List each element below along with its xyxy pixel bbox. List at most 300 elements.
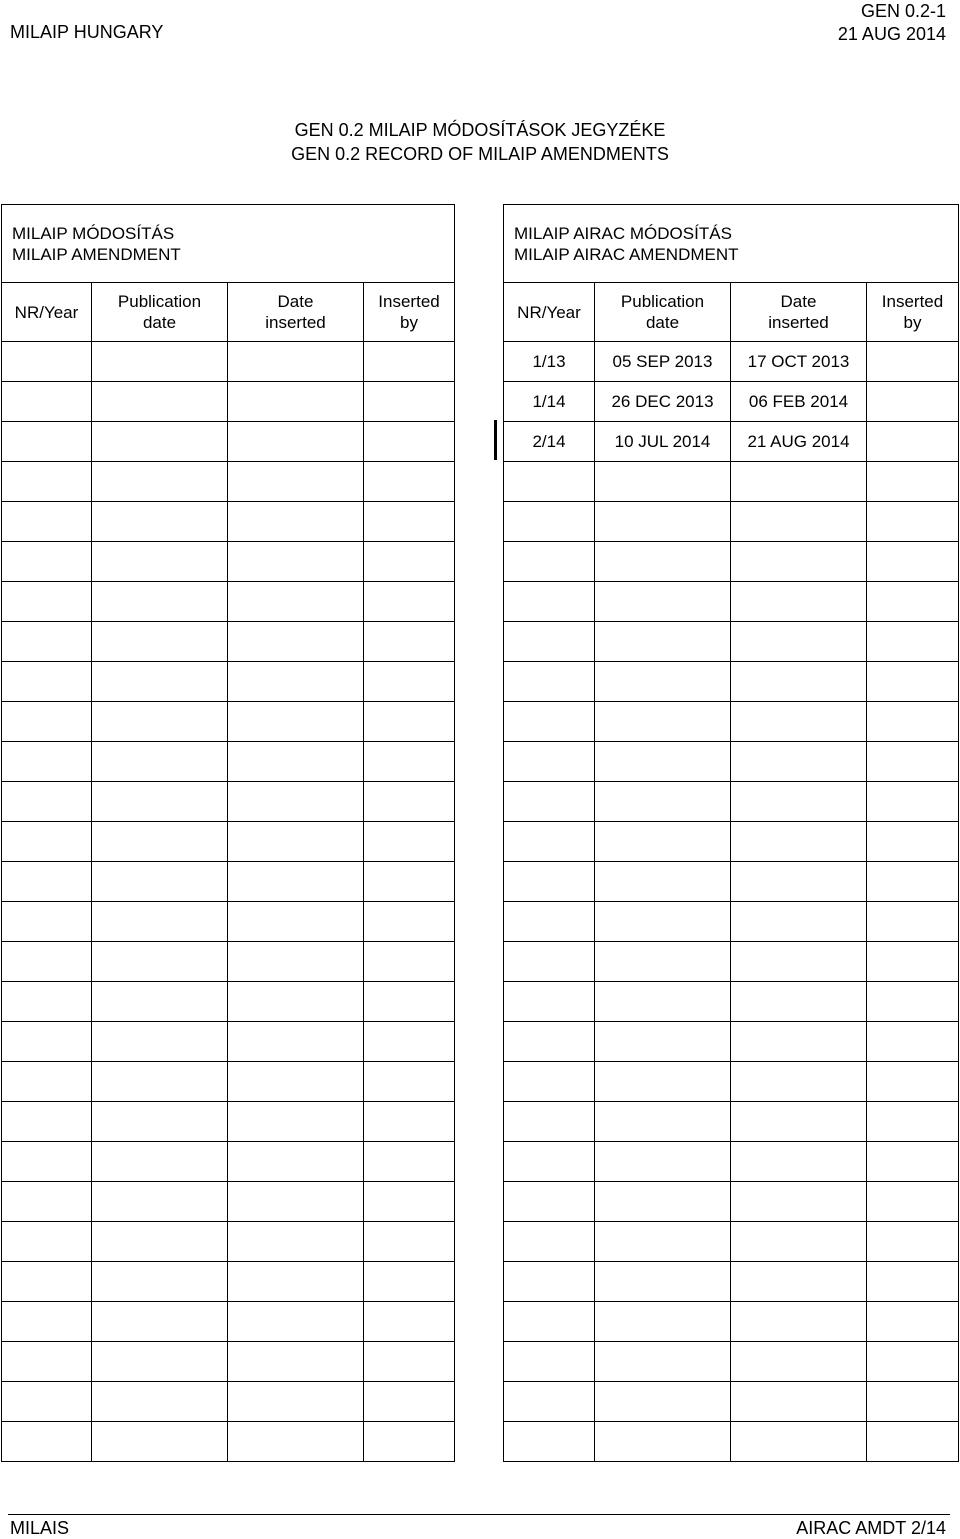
table-row: [2, 982, 455, 1022]
title-english: GEN 0.2 RECORD OF MILAIP AMENDMENTS: [291, 144, 669, 164]
table-row: [504, 942, 959, 982]
cell-date-inserted: 06 FEB 2014: [731, 382, 867, 422]
cell-inserted-by: [867, 1302, 959, 1342]
table-row: [2, 1142, 455, 1182]
cell-inserted-by: [867, 702, 959, 742]
cell-nr-year: [2, 982, 92, 1022]
cell-publication-date: [595, 902, 731, 942]
cell-date-inserted: [731, 582, 867, 622]
cell-nr-year: [504, 662, 595, 702]
change-bar-indicator: [494, 420, 497, 460]
cell-publication-date: [595, 1022, 731, 1062]
cell-inserted-by: [867, 1422, 959, 1462]
cell-date-inserted: [731, 1302, 867, 1342]
cell-inserted-by: [364, 1182, 455, 1222]
cell-nr-year: [504, 1062, 595, 1102]
cell-inserted-by: [364, 1062, 455, 1102]
cell-publication-date: [92, 502, 228, 542]
cell-nr-year: [504, 622, 595, 662]
cell-date-inserted: [228, 1102, 364, 1142]
cell-publication-date: [595, 1102, 731, 1142]
cell-publication-date: [595, 502, 731, 542]
cell-date-inserted: [228, 702, 364, 742]
table-row: [2, 502, 455, 542]
table-row: [2, 1062, 455, 1102]
milaip-airac-amendment-table: [503, 204, 959, 1462]
cell-nr-year: [2, 622, 92, 662]
footer-left: MILAIS: [10, 1518, 70, 1538]
cell-nr-year: [504, 902, 595, 942]
cell-nr-year: [2, 1102, 92, 1142]
cell-date-inserted: [228, 502, 364, 542]
cell-nr-year: [2, 862, 92, 902]
cell-date-inserted: [228, 662, 364, 702]
cell-publication-date: [92, 382, 228, 422]
table-row: [2, 1342, 455, 1382]
table-row: [504, 862, 959, 902]
table-row: [504, 1422, 959, 1462]
cell-inserted-by: [867, 542, 959, 582]
cell-inserted-by: [364, 622, 455, 662]
table-row: [504, 502, 959, 542]
cell-publication-date: [92, 662, 228, 702]
cell-publication-date: [92, 422, 228, 462]
table-section-title: [2, 205, 455, 283]
table-row: [2, 342, 455, 382]
cell-date-inserted: [228, 782, 364, 822]
cell-inserted-by: [867, 582, 959, 622]
cell-inserted-by: [364, 1262, 455, 1302]
cell-inserted-by: [364, 462, 455, 502]
cell-nr-year: [2, 902, 92, 942]
cell-inserted-by: [364, 502, 455, 542]
cell-inserted-by: [364, 1222, 455, 1262]
cell-publication-date: [92, 1262, 228, 1302]
table-row: [2, 1302, 455, 1342]
table-row: [504, 462, 959, 502]
table-row: [2, 902, 455, 942]
table-row: [2, 862, 455, 902]
cell-date-inserted: [731, 1262, 867, 1302]
table-row: [504, 582, 959, 622]
cell-publication-date: [92, 982, 228, 1022]
cell-nr-year: 2/14: [504, 422, 595, 462]
cell-publication-date: [595, 1342, 731, 1382]
cell-nr-year: [2, 1222, 92, 1262]
cell-publication-date: 26 DEC 2013: [595, 382, 731, 422]
cell-nr-year: [2, 1342, 92, 1382]
cell-publication-date: [92, 742, 228, 782]
table-row: [504, 1062, 959, 1102]
cell-inserted-by: [364, 862, 455, 902]
table-row: [504, 702, 959, 742]
cell-inserted-by: [867, 1182, 959, 1222]
cell-publication-date: [92, 462, 228, 502]
cell-nr-year: [2, 822, 92, 862]
table-row: [504, 902, 959, 942]
section-title-hungarian: MILAIP AIRAC MÓDOSÍTÁS: [514, 223, 732, 243]
cell-date-inserted: [731, 1102, 867, 1142]
cell-date-inserted: [731, 742, 867, 782]
cell-publication-date: [92, 1062, 228, 1102]
cell-nr-year: [504, 1302, 595, 1342]
table-row: [2, 582, 455, 622]
table-row: [504, 382, 959, 422]
table-row: [2, 942, 455, 982]
table-row: [2, 1222, 455, 1262]
cell-publication-date: [92, 622, 228, 662]
cell-inserted-by: [364, 342, 455, 382]
cell-inserted-by: [364, 662, 455, 702]
page-title: [0, 118, 960, 166]
milaip-amendment-table: [1, 204, 455, 1462]
cell-publication-date: [595, 1062, 731, 1102]
cell-date-inserted: [731, 982, 867, 1022]
cell-date-inserted: [228, 1302, 364, 1342]
cell-nr-year: 1/14: [504, 382, 595, 422]
cell-nr-year: [2, 662, 92, 702]
cell-nr-year: [2, 1422, 92, 1462]
cell-date-inserted: [228, 1382, 364, 1422]
cell-publication-date: [595, 942, 731, 982]
cell-inserted-by: [364, 822, 455, 862]
table-row: [2, 462, 455, 502]
cell-publication-date: [595, 1422, 731, 1462]
cell-date-inserted: [731, 662, 867, 702]
cell-nr-year: [504, 942, 595, 982]
cell-nr-year: [504, 1222, 595, 1262]
cell-publication-date: [92, 342, 228, 382]
table-row: [2, 782, 455, 822]
cell-inserted-by: [867, 462, 959, 502]
cell-nr-year: [504, 502, 595, 542]
column-header-nr-year: NR/Year: [504, 283, 595, 342]
cell-nr-year: [2, 542, 92, 582]
cell-inserted-by: [364, 942, 455, 982]
cell-date-inserted: [228, 1182, 364, 1222]
cell-inserted-by: [867, 1022, 959, 1062]
cell-inserted-by: [364, 1142, 455, 1182]
cell-publication-date: [92, 862, 228, 902]
table-row: [504, 1182, 959, 1222]
cell-date-inserted: [228, 342, 364, 382]
cell-inserted-by: [364, 702, 455, 742]
cell-date-inserted: [731, 542, 867, 582]
cell-date-inserted: [228, 862, 364, 902]
cell-date-inserted: [731, 902, 867, 942]
cell-date-inserted: [228, 1422, 364, 1462]
cell-date-inserted: [228, 542, 364, 582]
cell-inserted-by: [867, 982, 959, 1022]
cell-inserted-by: [867, 942, 959, 982]
table-row: [504, 1022, 959, 1062]
cell-inserted-by: [364, 742, 455, 782]
cell-publication-date: [92, 1382, 228, 1422]
cell-nr-year: [504, 1182, 595, 1222]
cell-publication-date: [92, 1302, 228, 1342]
table-row: [504, 822, 959, 862]
table-row: [504, 1102, 959, 1142]
cell-date-inserted: [228, 902, 364, 942]
cell-publication-date: [595, 662, 731, 702]
section-title-english: MILAIP AMENDMENT: [12, 244, 181, 264]
cell-inserted-by: [867, 742, 959, 782]
cell-date-inserted: [731, 462, 867, 502]
cell-nr-year: [2, 742, 92, 782]
footer-divider: [8, 1514, 950, 1515]
cell-nr-year: [504, 582, 595, 622]
column-header-nr-year: NR/Year: [2, 283, 92, 342]
cell-nr-year: [504, 1102, 595, 1142]
table-row: [504, 422, 959, 462]
cell-publication-date: [595, 1142, 731, 1182]
cell-inserted-by: [364, 1102, 455, 1142]
table-row: [2, 742, 455, 782]
cell-inserted-by: [364, 1422, 455, 1462]
cell-inserted-by: [867, 782, 959, 822]
cell-nr-year: [504, 1022, 595, 1062]
table-row: [2, 1422, 455, 1462]
cell-publication-date: [92, 1422, 228, 1462]
cell-publication-date: [595, 822, 731, 862]
cell-nr-year: [504, 862, 595, 902]
cell-nr-year: [2, 782, 92, 822]
table-row: [2, 662, 455, 702]
cell-inserted-by: [364, 982, 455, 1022]
cell-date-inserted: 21 AUG 2014: [731, 422, 867, 462]
cell-publication-date: 05 SEP 2013: [595, 342, 731, 382]
cell-inserted-by: [364, 1382, 455, 1422]
table-row: [2, 1102, 455, 1142]
table-row: [2, 622, 455, 662]
cell-date-inserted: [731, 1142, 867, 1182]
cell-publication-date: [595, 1262, 731, 1302]
cell-date-inserted: [228, 1342, 364, 1382]
cell-publication-date: [92, 542, 228, 582]
cell-inserted-by: [364, 902, 455, 942]
cell-date-inserted: [228, 742, 364, 782]
table-row: [504, 782, 959, 822]
header-right: [838, 0, 946, 46]
cell-inserted-by: [867, 1342, 959, 1382]
cell-inserted-by: [867, 1062, 959, 1102]
cell-inserted-by: [867, 422, 959, 462]
table-row: [504, 1302, 959, 1342]
cell-publication-date: [595, 742, 731, 782]
cell-nr-year: [504, 822, 595, 862]
cell-date-inserted: [228, 462, 364, 502]
cell-publication-date: [595, 582, 731, 622]
cell-nr-year: [2, 1382, 92, 1422]
cell-nr-year: [2, 1062, 92, 1102]
cell-date-inserted: [731, 822, 867, 862]
cell-nr-year: [2, 1142, 92, 1182]
cell-nr-year: [504, 1142, 595, 1182]
cell-date-inserted: [228, 1062, 364, 1102]
cell-nr-year: [2, 1182, 92, 1222]
cell-publication-date: [595, 1222, 731, 1262]
cell-date-inserted: [228, 822, 364, 862]
table-row: [504, 1382, 959, 1422]
cell-date-inserted: [228, 982, 364, 1022]
cell-nr-year: [2, 1262, 92, 1302]
cell-inserted-by: [867, 1142, 959, 1182]
cell-date-inserted: [731, 702, 867, 742]
cell-inserted-by: [867, 382, 959, 422]
title-hungarian: GEN 0.2 MILAIP MÓDOSÍTÁSOK JEGYZÉKE: [294, 120, 666, 140]
section-title-english: MILAIP AIRAC AMENDMENT: [514, 244, 739, 264]
cell-publication-date: [92, 1142, 228, 1182]
cell-date-inserted: [731, 1342, 867, 1382]
table-row: [2, 422, 455, 462]
footer-amendment-ref: AIRAC AMDT 2/14: [796, 1518, 946, 1538]
table-row: [2, 1382, 455, 1422]
cell-publication-date: [595, 462, 731, 502]
cell-publication-date: [595, 1182, 731, 1222]
cell-publication-date: [92, 1102, 228, 1142]
cell-nr-year: [2, 702, 92, 742]
cell-inserted-by: [364, 582, 455, 622]
cell-date-inserted: [228, 1022, 364, 1062]
table-row: [2, 1182, 455, 1222]
cell-date-inserted: [731, 1022, 867, 1062]
cell-inserted-by: [364, 542, 455, 582]
column-header-inserted-by: Inserted by: [867, 283, 959, 342]
cell-inserted-by: [867, 1262, 959, 1302]
cell-nr-year: [504, 702, 595, 742]
cell-date-inserted: [731, 1222, 867, 1262]
table-row: [2, 542, 455, 582]
cell-nr-year: [2, 342, 92, 382]
cell-date-inserted: [228, 1262, 364, 1302]
cell-publication-date: [92, 1222, 228, 1262]
table-row: [504, 542, 959, 582]
cell-nr-year: [2, 582, 92, 622]
cell-date-inserted: [228, 622, 364, 662]
table-section-title: [504, 205, 959, 283]
cell-publication-date: [92, 1182, 228, 1222]
page-reference: GEN 0.2-1: [860, 1, 946, 21]
cell-nr-year: [2, 382, 92, 422]
cell-nr-year: [504, 1342, 595, 1382]
column-header-inserted-by: Inserted by: [364, 283, 455, 342]
cell-inserted-by: [867, 342, 959, 382]
column-header-publication-date: Publication date: [92, 283, 228, 342]
cell-nr-year: [2, 422, 92, 462]
cell-nr-year: [504, 1422, 595, 1462]
cell-inserted-by: [867, 1222, 959, 1262]
cell-publication-date: [595, 982, 731, 1022]
cell-publication-date: [92, 942, 228, 982]
cell-publication-date: [92, 1022, 228, 1062]
cell-publication-date: [92, 822, 228, 862]
table-row: [504, 1222, 959, 1262]
cell-date-inserted: [228, 942, 364, 982]
cell-nr-year: [504, 742, 595, 782]
cell-nr-year: [2, 462, 92, 502]
cell-date-inserted: [228, 422, 364, 462]
cell-date-inserted: [731, 502, 867, 542]
table-row: [504, 1342, 959, 1382]
cell-publication-date: [595, 782, 731, 822]
cell-publication-date: [92, 782, 228, 822]
cell-inserted-by: [364, 422, 455, 462]
cell-publication-date: [92, 702, 228, 742]
column-header-date-inserted: Date inserted: [731, 283, 867, 342]
cell-publication-date: [92, 1342, 228, 1382]
cell-inserted-by: [364, 1302, 455, 1342]
cell-inserted-by: [867, 502, 959, 542]
cell-date-inserted: [731, 1422, 867, 1462]
cell-inserted-by: [867, 862, 959, 902]
cell-date-inserted: [228, 1222, 364, 1262]
column-header-date-inserted: Date inserted: [228, 283, 364, 342]
table-row: [2, 1022, 455, 1062]
cell-nr-year: [504, 982, 595, 1022]
cell-inserted-by: [867, 902, 959, 942]
cell-nr-year: [2, 502, 92, 542]
header-left: MILAIP HUNGARY: [10, 22, 164, 42]
table-row: [504, 1262, 959, 1302]
table-row: [2, 1262, 455, 1302]
cell-publication-date: [92, 582, 228, 622]
table-row: [504, 622, 959, 662]
cell-date-inserted: [731, 1062, 867, 1102]
cell-date-inserted: [731, 622, 867, 662]
cell-inserted-by: [867, 662, 959, 702]
cell-publication-date: [595, 1382, 731, 1422]
cell-publication-date: [92, 902, 228, 942]
cell-date-inserted: 17 OCT 2013: [731, 342, 867, 382]
table-row: [504, 742, 959, 782]
cell-inserted-by: [364, 782, 455, 822]
table-row: [2, 702, 455, 742]
cell-inserted-by: [867, 822, 959, 862]
cell-date-inserted: [228, 382, 364, 422]
cell-inserted-by: [364, 1342, 455, 1382]
cell-nr-year: [504, 542, 595, 582]
cell-date-inserted: [731, 1182, 867, 1222]
table-row: [2, 822, 455, 862]
cell-nr-year: [504, 462, 595, 502]
cell-publication-date: 10 JUL 2014: [595, 422, 731, 462]
header-date: 21 AUG 2014: [837, 24, 946, 44]
cell-nr-year: [2, 1302, 92, 1342]
table-row: [504, 982, 959, 1022]
cell-date-inserted: [731, 942, 867, 982]
cell-date-inserted: [731, 1382, 867, 1422]
cell-publication-date: [595, 542, 731, 582]
section-title-hungarian: MILAIP MÓDOSÍTÁS: [12, 223, 175, 243]
cell-inserted-by: [364, 382, 455, 422]
table-row: [504, 662, 959, 702]
cell-publication-date: [595, 622, 731, 662]
table-row: [504, 342, 959, 382]
cell-nr-year: [2, 1022, 92, 1062]
cell-date-inserted: [731, 782, 867, 822]
table-row: [504, 1142, 959, 1182]
cell-publication-date: [595, 862, 731, 902]
cell-nr-year: [504, 1262, 595, 1302]
cell-nr-year: 1/13: [504, 342, 595, 382]
cell-inserted-by: [867, 622, 959, 662]
cell-nr-year: [504, 782, 595, 822]
cell-date-inserted: [228, 582, 364, 622]
cell-nr-year: [2, 942, 92, 982]
cell-inserted-by: [867, 1382, 959, 1422]
cell-publication-date: [595, 1302, 731, 1342]
cell-inserted-by: [867, 1102, 959, 1142]
